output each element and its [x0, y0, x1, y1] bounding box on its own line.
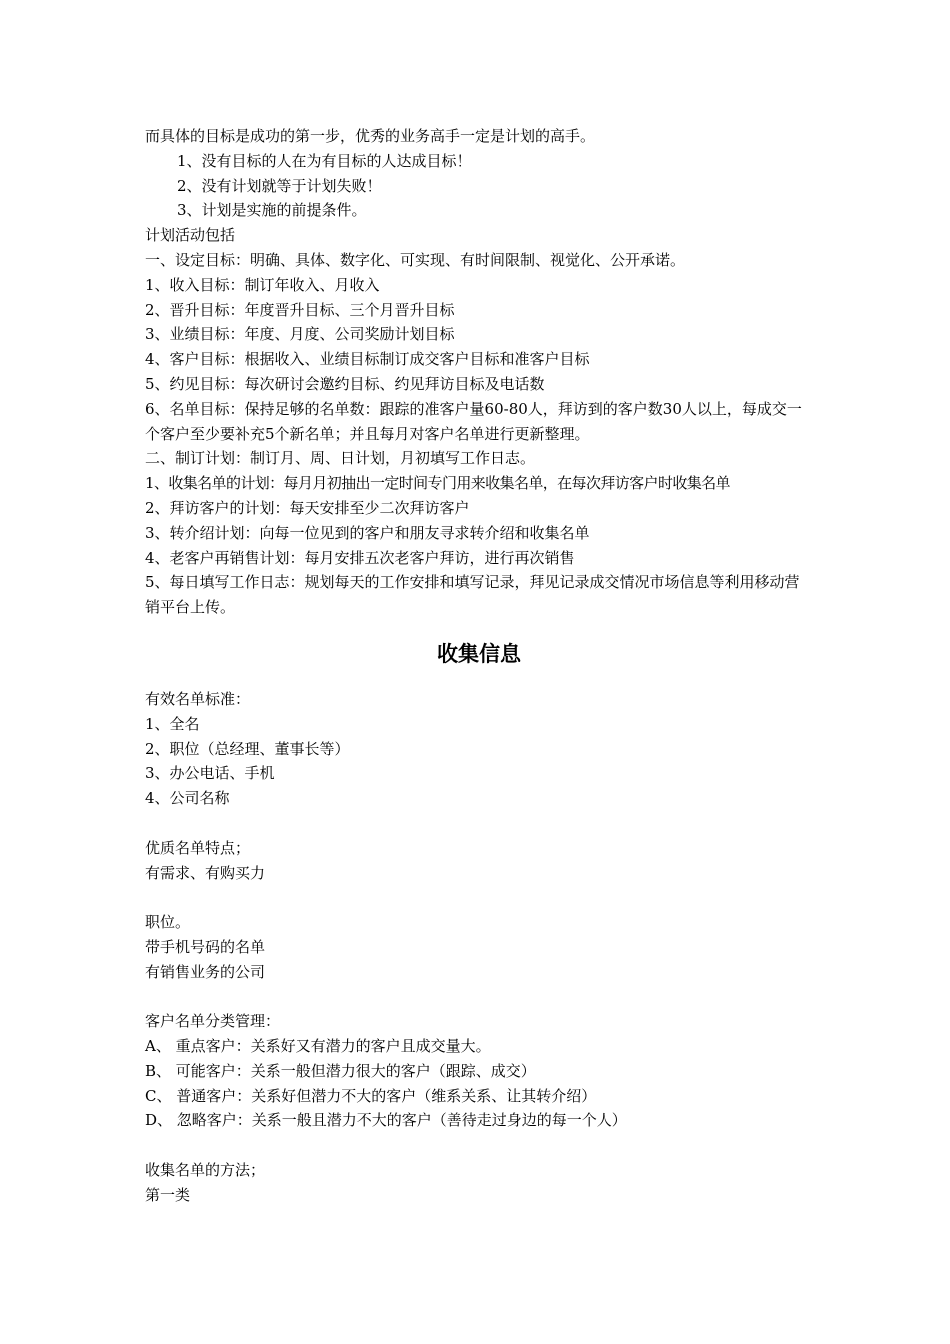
blank-line: [145, 885, 813, 910]
blank-line: [145, 985, 813, 1010]
plan-heading: 二、制订计划：制订月、周、日计划，月初填写工作日志。: [145, 449, 536, 468]
quality-list-title: 优质名单特点；: [145, 838, 251, 857]
plan-item: 2、拜访客户的计划：每天安排至少二次拜访客户: [145, 498, 470, 517]
point-item: 2、没有计划就等于计划失败！: [177, 176, 382, 195]
quality-list-item: 有需求、有购买力: [145, 863, 266, 882]
plan-item: 5、每日填写工作日志：规划每天的工作安排和填写记录，拜见记录成交情况市场信息等利用移动营销平台上传。: [145, 573, 800, 617]
valid-list-item: 4、公司名称: [145, 789, 230, 808]
plan-item: 3、转介绍计划：向每一位见到的客户和朋友寻求转介绍和收集名单: [145, 523, 590, 542]
goal-item: 1、收入目标：制订年收入、月收入: [145, 275, 380, 294]
method-first-category: 第一类: [145, 1185, 191, 1204]
goal-item: 2、晋升目标：年度晋升目标、三个月晋升目标: [145, 300, 455, 319]
quality-list-item: 有销售业务的公司: [145, 962, 266, 981]
goal-item: 6、名单目标：保持足够的名单数：跟踪的准客户量60-80人，拜访到的客户数30人以上，每成交一个客户至少要补充5个新名单；并且每月对客户名单进行更新整理。: [145, 399, 802, 443]
point-item: 1、没有目标的人在为有目标的人达成目标！: [177, 151, 472, 170]
section-heading: 收集信息: [437, 641, 521, 666]
plan-item: 1、收集名单的计划：每月月初抽出一定时间专门用来收集名单，在每次拜访客户时收集名单: [145, 474, 730, 493]
quality-list-item: 带手机号码的名单: [145, 937, 266, 956]
blank-line: [145, 811, 813, 836]
goal-heading: 一、设定目标：明确、具体、数字化、可实现、有时间限制、视觉化、公开承诺。: [145, 250, 686, 269]
intro-paragraph: 而具体的目标是成功的第一步，优秀的业务高手一定是计划的高手。: [145, 127, 596, 145]
goal-item: 4、客户目标：根据收入、业绩目标制订成交客户目标和准客户目标: [145, 350, 590, 369]
category-item: D、 忽略客户：关系一般且潜力不大的客户（善待走过身边的每一个人）: [145, 1111, 627, 1130]
valid-list-item: 1、全名: [145, 714, 200, 733]
valid-list-item: 2、职位（总经理、董事长等）: [145, 739, 350, 758]
method-title: 收集名单的方法；: [145, 1161, 266, 1180]
plan-item: 4、老客户再销售计划：每月安排五次老客户拜访，进行再次销售: [145, 548, 575, 567]
category-item: C、 普通客户：关系好但潜力不大的客户（维系关系、让其转介绍）: [145, 1086, 597, 1105]
category-title: 客户名单分类管理：: [145, 1012, 281, 1031]
document-body: [145, 124, 813, 1208]
valid-list-title: 有效名单标准：: [145, 689, 251, 708]
point-item: 3、计划是实施的前提条件。: [177, 201, 367, 220]
valid-list-item: 3、办公电话、手机: [145, 764, 275, 783]
goal-item: 5、约见目标：每次研讨会邀约目标、约见拜访目标及电话数: [145, 374, 545, 393]
plan-activities-title: 计划活动包括: [145, 226, 236, 245]
category-item: B、 可能客户：关系一般但潜力很大的客户（跟踪、成交）: [145, 1061, 536, 1080]
quality-list-item: 职位。: [145, 913, 191, 932]
blank-line: [145, 1133, 813, 1158]
goal-item: 3、业绩目标：年度、月度、公司奖励计划目标: [145, 325, 455, 344]
category-item: A、 重点客户：关系好又有潜力的客户且成交量大。: [145, 1037, 491, 1056]
